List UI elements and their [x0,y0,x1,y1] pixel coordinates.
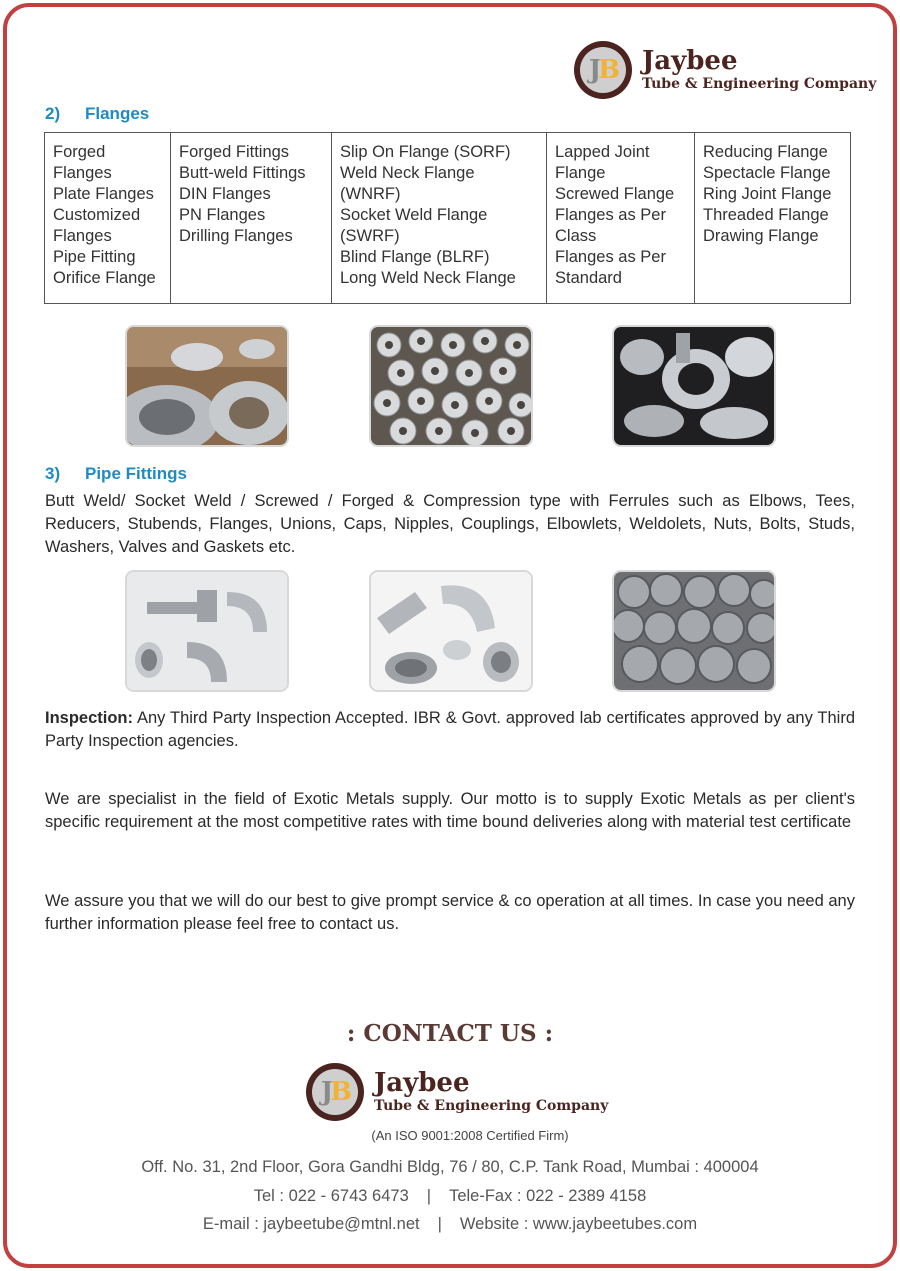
flange-item: Ring Joint Flange [703,185,832,203]
pipe-fittings-title: Pipe Fittings [85,464,187,483]
flange-item: Lapped Joint [555,143,650,161]
iso-certification: (An ISO 9001:2008 Certified Firm) [371,1128,569,1143]
flange-item: Forged [53,143,106,161]
flange-photo-3 [612,325,776,447]
flange-item: Spectacle Flange [703,164,831,182]
company-name: Jaybee [374,1068,470,1098]
phone-line [0,1187,900,1206]
exotic-metals-paragraph: We are specialist in the field of Exotic Metals supply. Our motto is to supply Exotic Metals as per client's specific requirement at the most competitive rates with time bound deliveries along with material test certificate [45,790,855,831]
flange-item: Flanges [53,164,112,182]
pipe-fitting-photo-2 [369,570,533,692]
assurance-paragraph: We assure you that we will do our best to give prompt service & co operation at all times. In case you need any further information please feel free to contact us. [45,892,855,933]
flange-item: Pipe Fitting [53,248,136,266]
website-link[interactable]: Website : www.jaybeetubes.com [459,1215,698,1233]
company-subtitle: Tube & Engineering Company [642,76,877,92]
pipe-fittings-heading [45,464,187,484]
separator: | [437,1215,442,1233]
flange-item: Plate Flanges [53,185,154,203]
flange-item: Long Weld Neck Flange [340,269,516,287]
flanges-title: Flanges [85,104,150,123]
flange-photo-2 [369,325,533,447]
pipe-fitting-photo-3 [612,570,776,692]
company-subtitle: Tube & Engineering Company [374,1098,609,1114]
flange-item: Reducing Flange [703,143,828,161]
tele-fax: Tele-Fax : 022 - 2389 4158 [449,1187,647,1205]
flanges-column-1 [45,133,171,304]
flange-item: Blind Flange (BLRF) [340,248,490,266]
flange-item: Class [555,227,597,245]
logo-badge-icon: J B [306,1063,364,1121]
inspection-label: Inspection: [45,709,134,727]
flange-item: Drilling Flanges [179,227,293,245]
pipe-fitting-photo-1 [125,570,289,692]
flange-item: Flanges as Per [555,248,666,266]
flanges-column-2 [171,133,332,304]
flanges-column-5 [695,133,851,304]
flange-photo-1 [125,325,289,447]
flange-item: Standard [555,269,622,287]
flanges-column-4 [547,133,695,304]
header-logo [574,41,876,99]
inspection-text: Any Third Party Inspection Accepted. IBR & Govt. approved lab certificates approved by any Third Party Inspection agencies. [45,709,855,750]
flange-item: Flanges [53,227,112,245]
flange-item: DIN Flanges [179,185,271,203]
separator: | [426,1187,432,1205]
telephone: Tel : 022 - 6743 6473 [253,1187,409,1205]
flange-item: Weld Neck Flange [340,164,475,182]
flange-item: Slip On Flange (SORF) [340,143,511,161]
email-address[interactable]: E-mail : jaybeetube@mtnl.net [202,1215,420,1233]
footer-logo [306,1063,608,1121]
flange-item: Flange [555,164,606,182]
web-line [0,1215,900,1234]
flange-item: Screwed Flange [555,185,675,203]
flange-item: PN Flanges [179,206,266,224]
flange-item: Forged Fittings [179,143,290,161]
logo-badge-icon: J B [574,41,632,99]
flange-item: (SWRF) [340,227,400,245]
contact-heading: : CONTACT US : [346,1020,554,1047]
flange-item: Orifice Flange [53,269,156,287]
flange-item: Customized [53,206,141,224]
flange-item: Butt-weld Fittings [179,164,306,182]
flange-item: Flanges as Per [555,206,666,224]
flange-item: Drawing Flange [703,227,819,245]
flange-item: Socket Weld Flange [340,206,488,224]
flange-item: Threaded Flange [703,206,829,224]
office-address: Off. No. 31, 2nd Floor, Gora Gandhi Bldg, 76 / 80, C.P. Tank Road, Mumbai : 400004 [141,1158,759,1176]
company-name: Jaybee [642,46,738,76]
flange-item: (WNRF) [340,185,401,203]
pipe-fittings-description: Butt Weld/ Socket Weld / Screwed / Forged & Compression type with Ferrules such as Elbows, Tees, Reducers, Stubends, Flanges, Unions, Caps, Nipples, Couplings, Elbowlets, Weldolets, Nuts, Bolts, Studs, Washers, Valves and Gaskets etc. [45,492,855,556]
flanges-number: 2) [45,104,61,123]
flanges-table [44,132,851,304]
pipe-fittings-number: 3) [45,464,61,483]
flanges-column-3 [332,133,547,304]
inspection-paragraph [45,707,855,753]
flanges-heading [45,104,149,124]
